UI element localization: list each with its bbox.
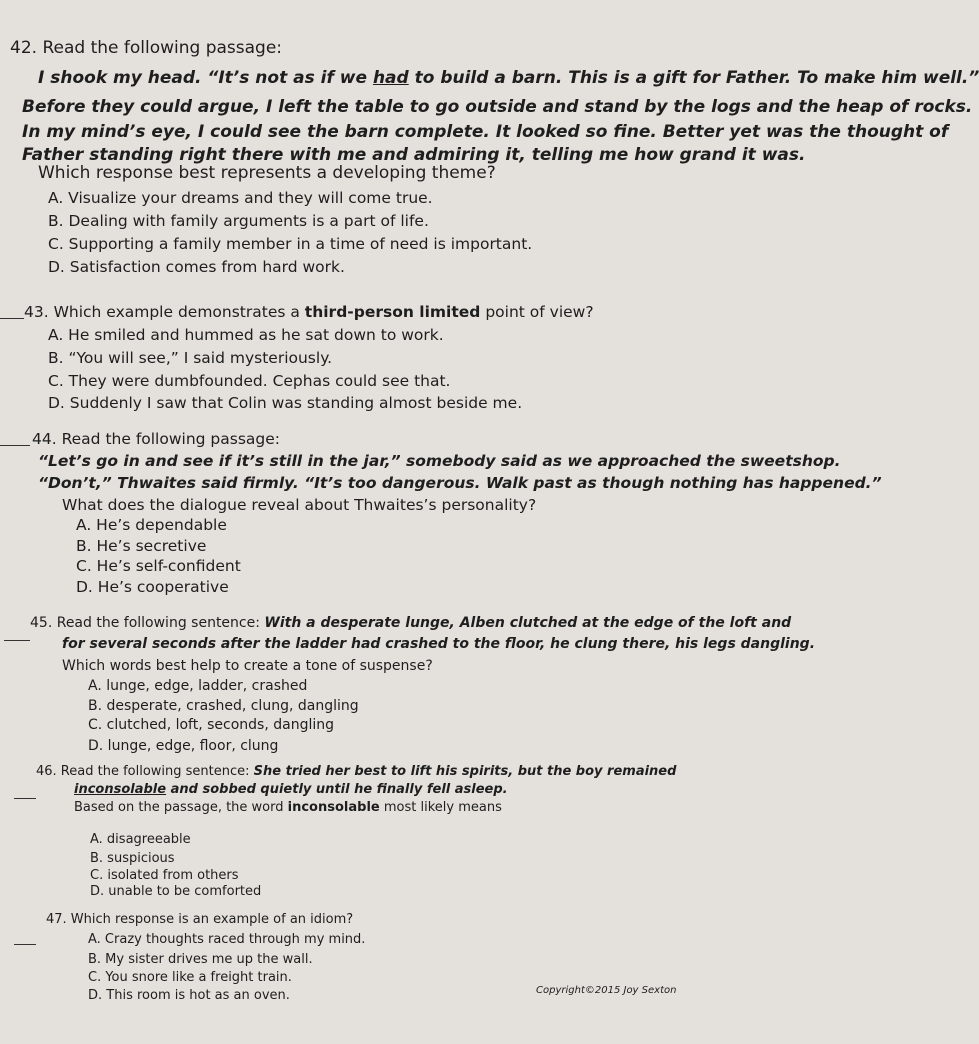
q43-option-b[interactable]: B. “You will see,” I said mysteriously. — [48, 349, 333, 367]
q47-answer-blank[interactable] — [14, 944, 36, 945]
q46-prompt-line: 46. Read the following sentence: She tried her best to lift his spirits, but the boy remained — [36, 764, 677, 779]
q44-option-b[interactable]: B. He’s secretive — [76, 537, 207, 555]
q46-option-b[interactable]: B. suspicious — [90, 851, 175, 866]
q47-option-a[interactable]: A. Crazy thoughts raced through my mind. — [88, 932, 366, 947]
q42-prompt: Read the following passage: — [42, 38, 283, 58]
q45-question: Which words best help to create a tone of suspense? — [62, 658, 433, 674]
q47-option-c[interactable]: C. You snore like a freight train. — [88, 970, 292, 985]
q45-option-d[interactable]: D. lunge, edge, floor, clung — [88, 738, 279, 754]
q44-passage-line-2: “Don’t,” Thwaites said firmly. “It’s too dangerous. Walk past as though nothing has happened.” — [38, 474, 882, 492]
q44-option-c[interactable]: C. He’s self-confident — [76, 557, 241, 575]
q42-heading — [10, 38, 282, 58]
q46-option-d[interactable]: D. unable to be comforted — [90, 884, 262, 899]
q42-number: 42. — [10, 38, 38, 58]
q43-answer-blank[interactable] — [0, 318, 24, 319]
q47-question: 47. Which response is an example of an idiom? — [46, 912, 354, 927]
q43-option-c[interactable]: C. They were dumbfounded. Cephas could see that. — [48, 372, 451, 390]
copyright-notice: Copyright©2015 Joy Sexton — [536, 985, 677, 996]
q46-option-c[interactable]: C. isolated from others — [90, 868, 239, 883]
q45-prompt-line: 45. Read the following sentence: With a desperate lunge, Alben clutched at the edge of the loft and — [30, 615, 792, 631]
q42-question: Which response best represents a developing theme? — [38, 163, 496, 183]
q45-sentence-line-2: for several seconds after the ladder had crashed to the floor, he clung there, his legs dangling. — [62, 636, 816, 652]
q44-option-d[interactable]: D. He’s cooperative — [76, 578, 229, 596]
q43-option-a[interactable]: A. He smiled and hummed as he sat down to work. — [48, 326, 444, 344]
q46-answer-blank[interactable] — [14, 798, 36, 799]
q42-passage-line-1: I shook my head. “It’s not as if we had to build a barn. This is a gift for Father. To make him well.” — [38, 68, 979, 88]
q44-prompt: 44. Read the following passage: — [32, 430, 281, 448]
q43-question: 43. Which example demonstrates a third-person limited point of view? — [24, 303, 594, 321]
q44-question: What does the dialogue reveal about Thwaites’s personality? — [62, 496, 537, 514]
q42-option-a[interactable]: A. Visualize your dreams and they will come true. — [48, 189, 433, 207]
q42-option-b[interactable]: B. Dealing with family arguments is a part of life. — [48, 212, 429, 230]
q44-passage-line-1: “Let’s go in and see if it’s still in the jar,” somebody said as we approached the sweetshop. — [38, 452, 841, 470]
q42-passage-line-3: In my mind’s eye, I could see the barn complete. It looked so fine. Better yet was the thought of — [22, 122, 949, 142]
q44-option-a[interactable]: A. He’s dependable — [76, 516, 227, 534]
q46-sentence-line-2: inconsolable and sobbed quietly until he finally fell asleep. — [74, 782, 508, 797]
q45-option-a[interactable]: A. lunge, edge, ladder, crashed — [88, 678, 308, 694]
q47-option-d[interactable]: D. This room is hot as an oven. — [88, 988, 290, 1003]
q42-passage-line-2: Before they could argue, I left the table to go outside and stand by the logs and the heap of rocks. — [22, 97, 973, 117]
q42-option-d[interactable]: D. Satisfaction comes from hard work. — [48, 258, 345, 276]
q45-option-c[interactable]: C. clutched, loft, seconds, dangling — [88, 717, 335, 733]
q42-passage-line-4: Father standing right there with me and admiring it, telling me how grand it was. — [22, 145, 806, 165]
q46-question: Based on the passage, the word inconsolable most likely means — [74, 800, 502, 815]
q45-answer-blank[interactable] — [4, 640, 30, 641]
q42-option-c[interactable]: C. Supporting a family member in a time of need is important. — [48, 235, 533, 253]
q43-option-d[interactable]: D. Suddenly I saw that Colin was standing almost beside me. — [48, 394, 523, 412]
q44-answer-blank[interactable] — [0, 445, 30, 446]
q46-option-a[interactable]: A. disagreeable — [90, 832, 191, 847]
q47-option-b[interactable]: B. My sister drives me up the wall. — [88, 952, 313, 967]
q45-option-b[interactable]: B. desperate, crashed, clung, dangling — [88, 698, 359, 714]
